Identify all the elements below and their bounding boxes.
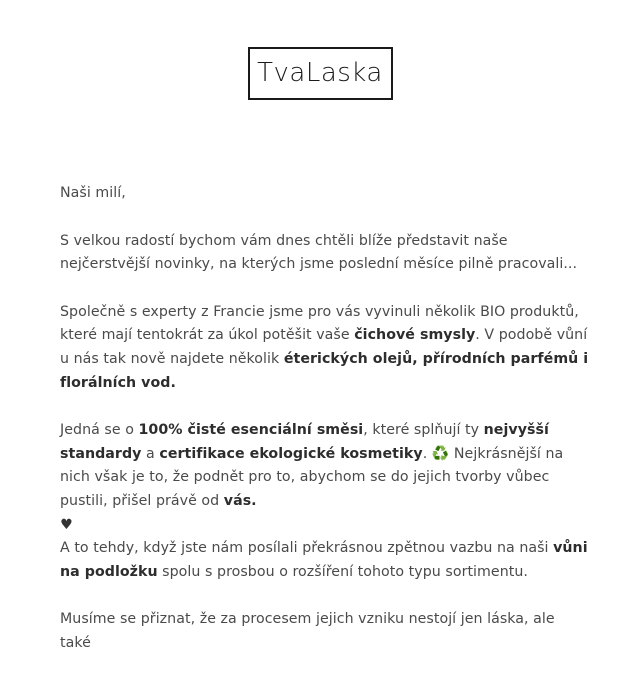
heart-icon: ♥ <box>60 516 73 533</box>
header <box>0 47 640 100</box>
greeting: Naši milí, <box>60 185 126 201</box>
recycle-icon: ♻️ <box>431 445 450 462</box>
paragraph-products: Společně s experty z Francie jsme pro vás vyvinuli několik BIO produktů, které mají tentokrát za úkol potěšit vaše čichové smysly. V podobě vůní u nás tak nově najdete několik éterických olejů, přírodních parfémů i florálních vod. <box>60 303 589 391</box>
paragraph-standards: Jedná se o 100% čisté esenciální směsi, které splňují ty nejvyšší standardy a certifikace ekologické kosmetiky. ♻️ Nejkrásnější na nich však je to, že podnět pro to, abychom se do jejich tvorby vůbec pustili, přišel právě od vás. ♥ A to tehdy, když jste nám posílali překrásnou zpětnou vazbu na naši vůni na podložku spolu s prosbou o rozšíření tohoto typu sortimentu. <box>60 422 588 580</box>
brand-logo[interactable]: TvaLaska <box>248 47 393 100</box>
paragraph-process: Musíme se přiznat, že za procesem jejich vzniku nestojí jen láska, ale také <box>60 611 555 651</box>
paragraph-intro: S velkou radostí bychom vám dnes chtěli blíže představit naše nejčerstvější novinky, na kterých jsme poslední měsíce pilně pracovali... <box>60 232 578 273</box>
email-body <box>60 182 590 680</box>
